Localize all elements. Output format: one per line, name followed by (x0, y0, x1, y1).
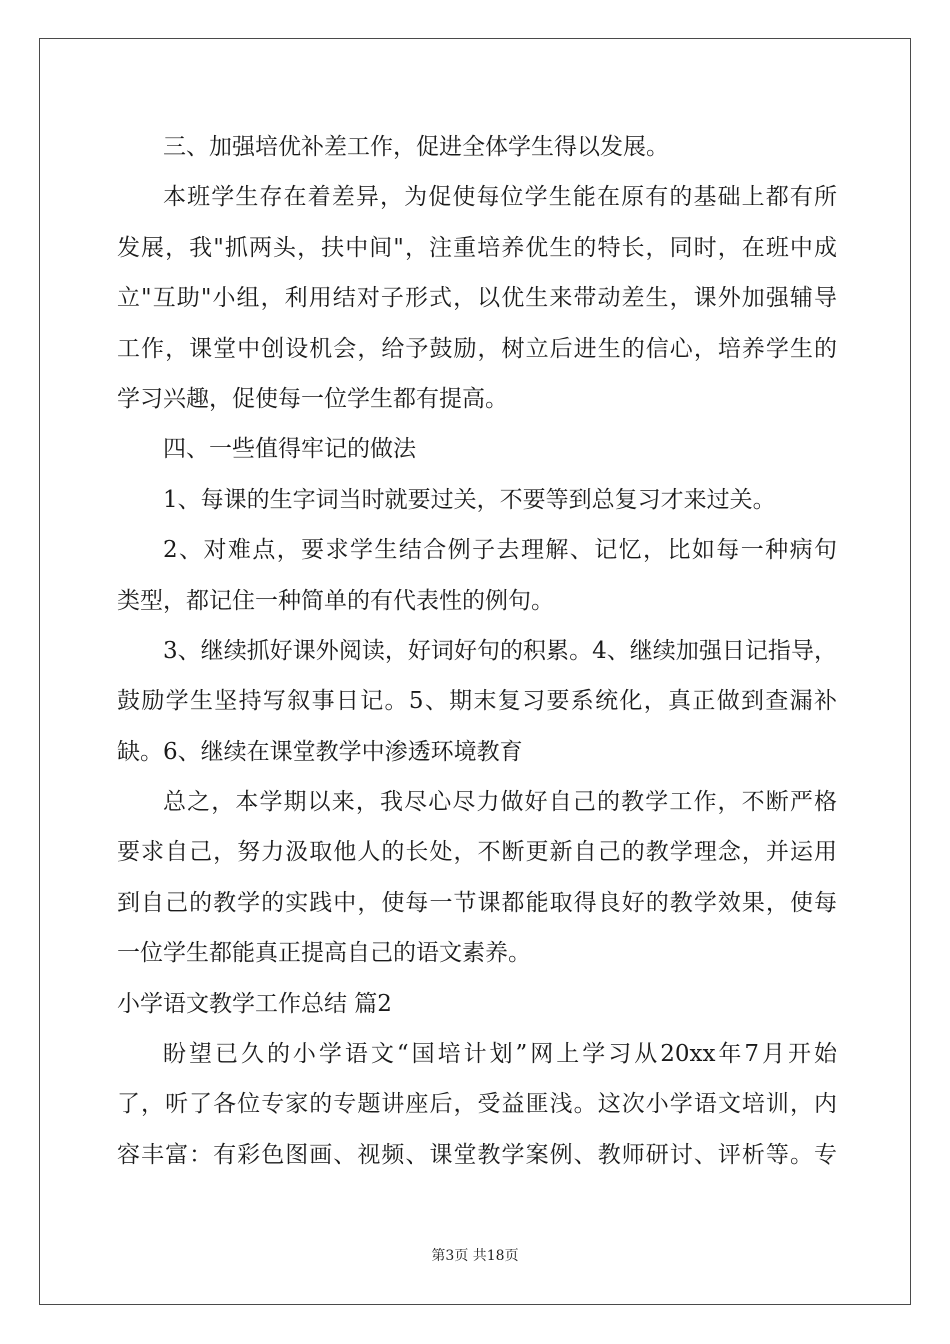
paragraph-line: 发展，我"抓两头，扶中间"，注重培养优生的特长，同时，在班中成 (117, 234, 837, 261)
paragraph-line: 一位学生都能真正提高自己的语文素养。 (117, 940, 531, 967)
paragraph-line: 要求自己，努力汲取他人的长处，不断更新自己的教学理念，并运用 (117, 839, 837, 866)
paragraph-line: 盼望已久的小学语文“国培计划”网上学习从20xx年7月开始 (163, 1041, 837, 1068)
paragraph-line: 总之，本学期以来，我尽心尽力做好自己的教学工作，不断严格 (163, 789, 837, 816)
section-heading-4: 四、一些值得牢记的做法 (163, 436, 416, 463)
paragraph-line: 类型，都记住一种简单的有代表性的例句。 (117, 587, 554, 614)
paragraph-line: 容丰富：有彩色图画、视频、课堂教学案例、教师研讨、评析等。专 (117, 1141, 837, 1168)
paragraph-line: 鼓励学生坚持写叙事日记。5、期末复习要系统化，真正做到查漏补 (117, 688, 837, 715)
paragraph-line: 3、继续抓好课外阅读，好词好句的积累。4、继续加强日记指导， (163, 637, 837, 664)
section-heading-3: 三、加强培优补差工作，促进全体学生得以发展。 (163, 134, 669, 160)
paragraph-line: 缺。6、继续在课堂教学中渗透环境教育 (117, 738, 523, 765)
paragraph-line: 2、对难点，要求学生结合例子去理解、记忆，比如每一种病句 (163, 537, 837, 564)
paragraph-line: 了，听了各位专家的专题讲座后，受益匪浅。这次小学语文培训，内 (117, 1091, 837, 1118)
document-body (117, 122, 837, 1180)
paragraph-line: 学习兴趣，促使每一位学生都有提高。 (117, 385, 508, 412)
paragraph-line: 工作，课堂中创设机会，给予鼓励，树立后进生的信心，培养学生的 (117, 335, 837, 362)
article-title: 小学语文教学工作总结 篇2 (117, 990, 392, 1017)
paragraph-line: 立"互助"小组，利用结对子形式，以优生来带动差生，课外加强辅导 (117, 285, 837, 312)
paragraph-line: 1、每课的生字词当时就要过关，不要等到总复习才来过关。 (163, 486, 776, 513)
paragraph-line: 本班学生存在着差异，为促使每位学生能在原有的基础上都有所 (163, 184, 837, 211)
paragraph-line: 到自己的教学的实践中，使每一节课都能取得良好的教学效果，使每 (117, 889, 837, 916)
page-number-footer: 第3页 共18页 (431, 1248, 519, 1264)
